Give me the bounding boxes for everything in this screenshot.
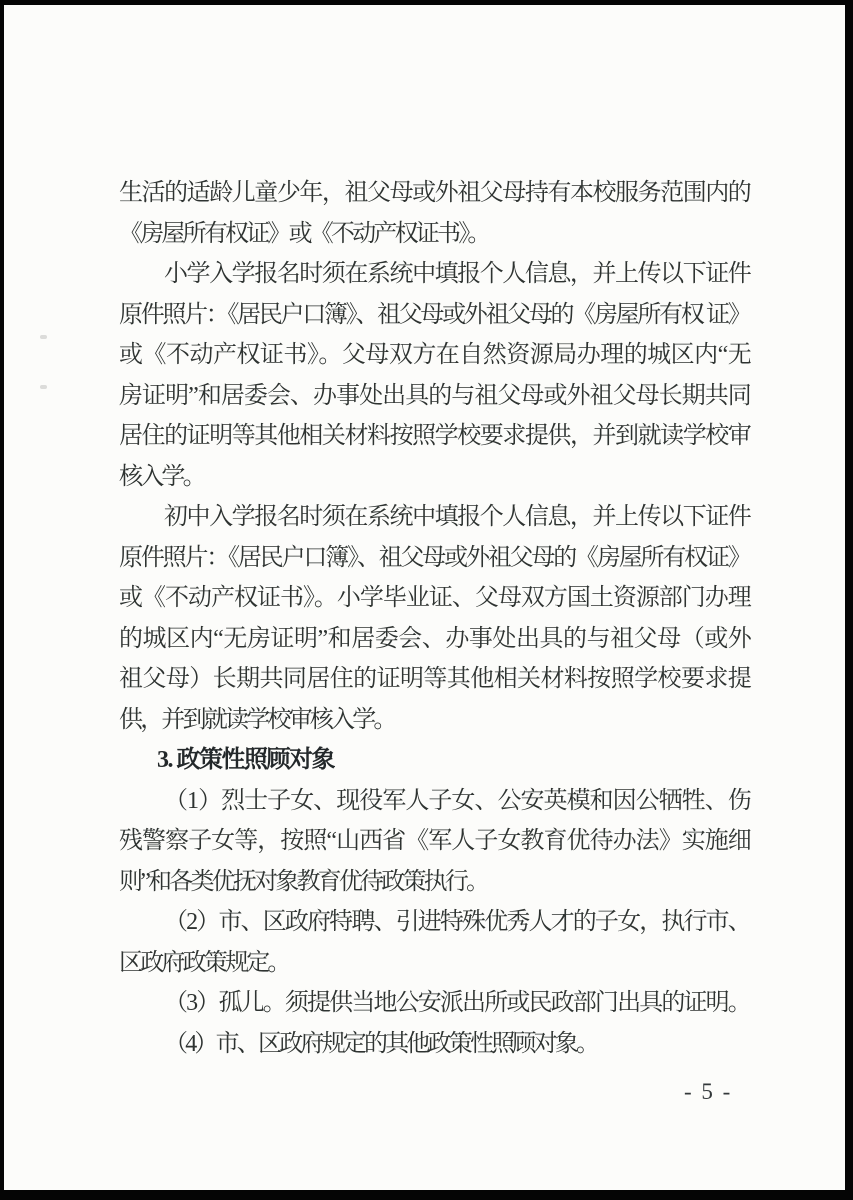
text-line: 原件照片：《居民户口簿》、祖父母或外祖父母的《房屋所有权 证》	[119, 301, 749, 328]
text-line: 则”和各类优抚对象教育优待政策执行。	[119, 868, 488, 895]
text-line: （1）烈士子女、现役军人子女、公安英模和因公牺牲、伤	[164, 787, 749, 814]
text-line: 区政府政策规定。	[119, 949, 289, 976]
text-line: 核入学。	[119, 463, 204, 490]
document-body	[119, 173, 749, 1064]
text-line: 《房屋所有权证》或《不动产权证书》。	[119, 220, 489, 247]
scan-speck	[40, 335, 47, 339]
text-line: 祖父母）长期共同居住的证明等其他相关材料按照学校要求提	[119, 666, 749, 692]
text-line: 居住的证明等其他相关材料按照学校要求提供，并到就读学校审	[119, 423, 749, 449]
text-line: 的城区内“无房证明”和居委会、办事处出具的与祖父母（或外	[119, 625, 749, 652]
text-line: 或《不动产权证书》。父母双方在自然资源局办理的城区内“无	[119, 342, 749, 368]
text-line: （2）市、区政府特聘、引进特殊优秀人才的子女，执行市、	[164, 909, 749, 935]
text-line: 残警察子女等，按照“山西省《军人子女教育优待办法》实施细	[119, 828, 749, 854]
text-line: 供，并到就读学校审核入学。	[119, 706, 395, 733]
scan-speck	[40, 385, 47, 389]
section-heading: 3. 政策性照顾对象	[157, 747, 334, 773]
text-line: 房证明”和居委会、办事处出具的与祖父母或外祖父母长期共同	[119, 382, 749, 409]
text-line: 生活的适龄儿童少年，祖父母或外祖父母持有本校服务范围内的	[119, 180, 749, 206]
page-number: - 5 -	[684, 1079, 733, 1104]
text-line: 原件照片：《居民户口簿》、祖父母或外祖父母的《房屋所有权证》	[119, 544, 749, 571]
text-line: （3）孤儿。须提供当地公安派出所或民政部门出具的证明。	[164, 990, 749, 1016]
text-line: （4）市、区政府规定的其他政策性照顾对象。	[164, 1030, 598, 1057]
text-line: 初中入学报名时须在系统中填报个人信息，并上传以下证件	[164, 504, 749, 530]
text-line: 小学入学报名时须在系统中填报个人信息，并上传以下证件	[164, 261, 749, 287]
text-line: 或《不动产权证书》。小学毕业证、父母双方国土资源部门办理	[119, 585, 749, 611]
